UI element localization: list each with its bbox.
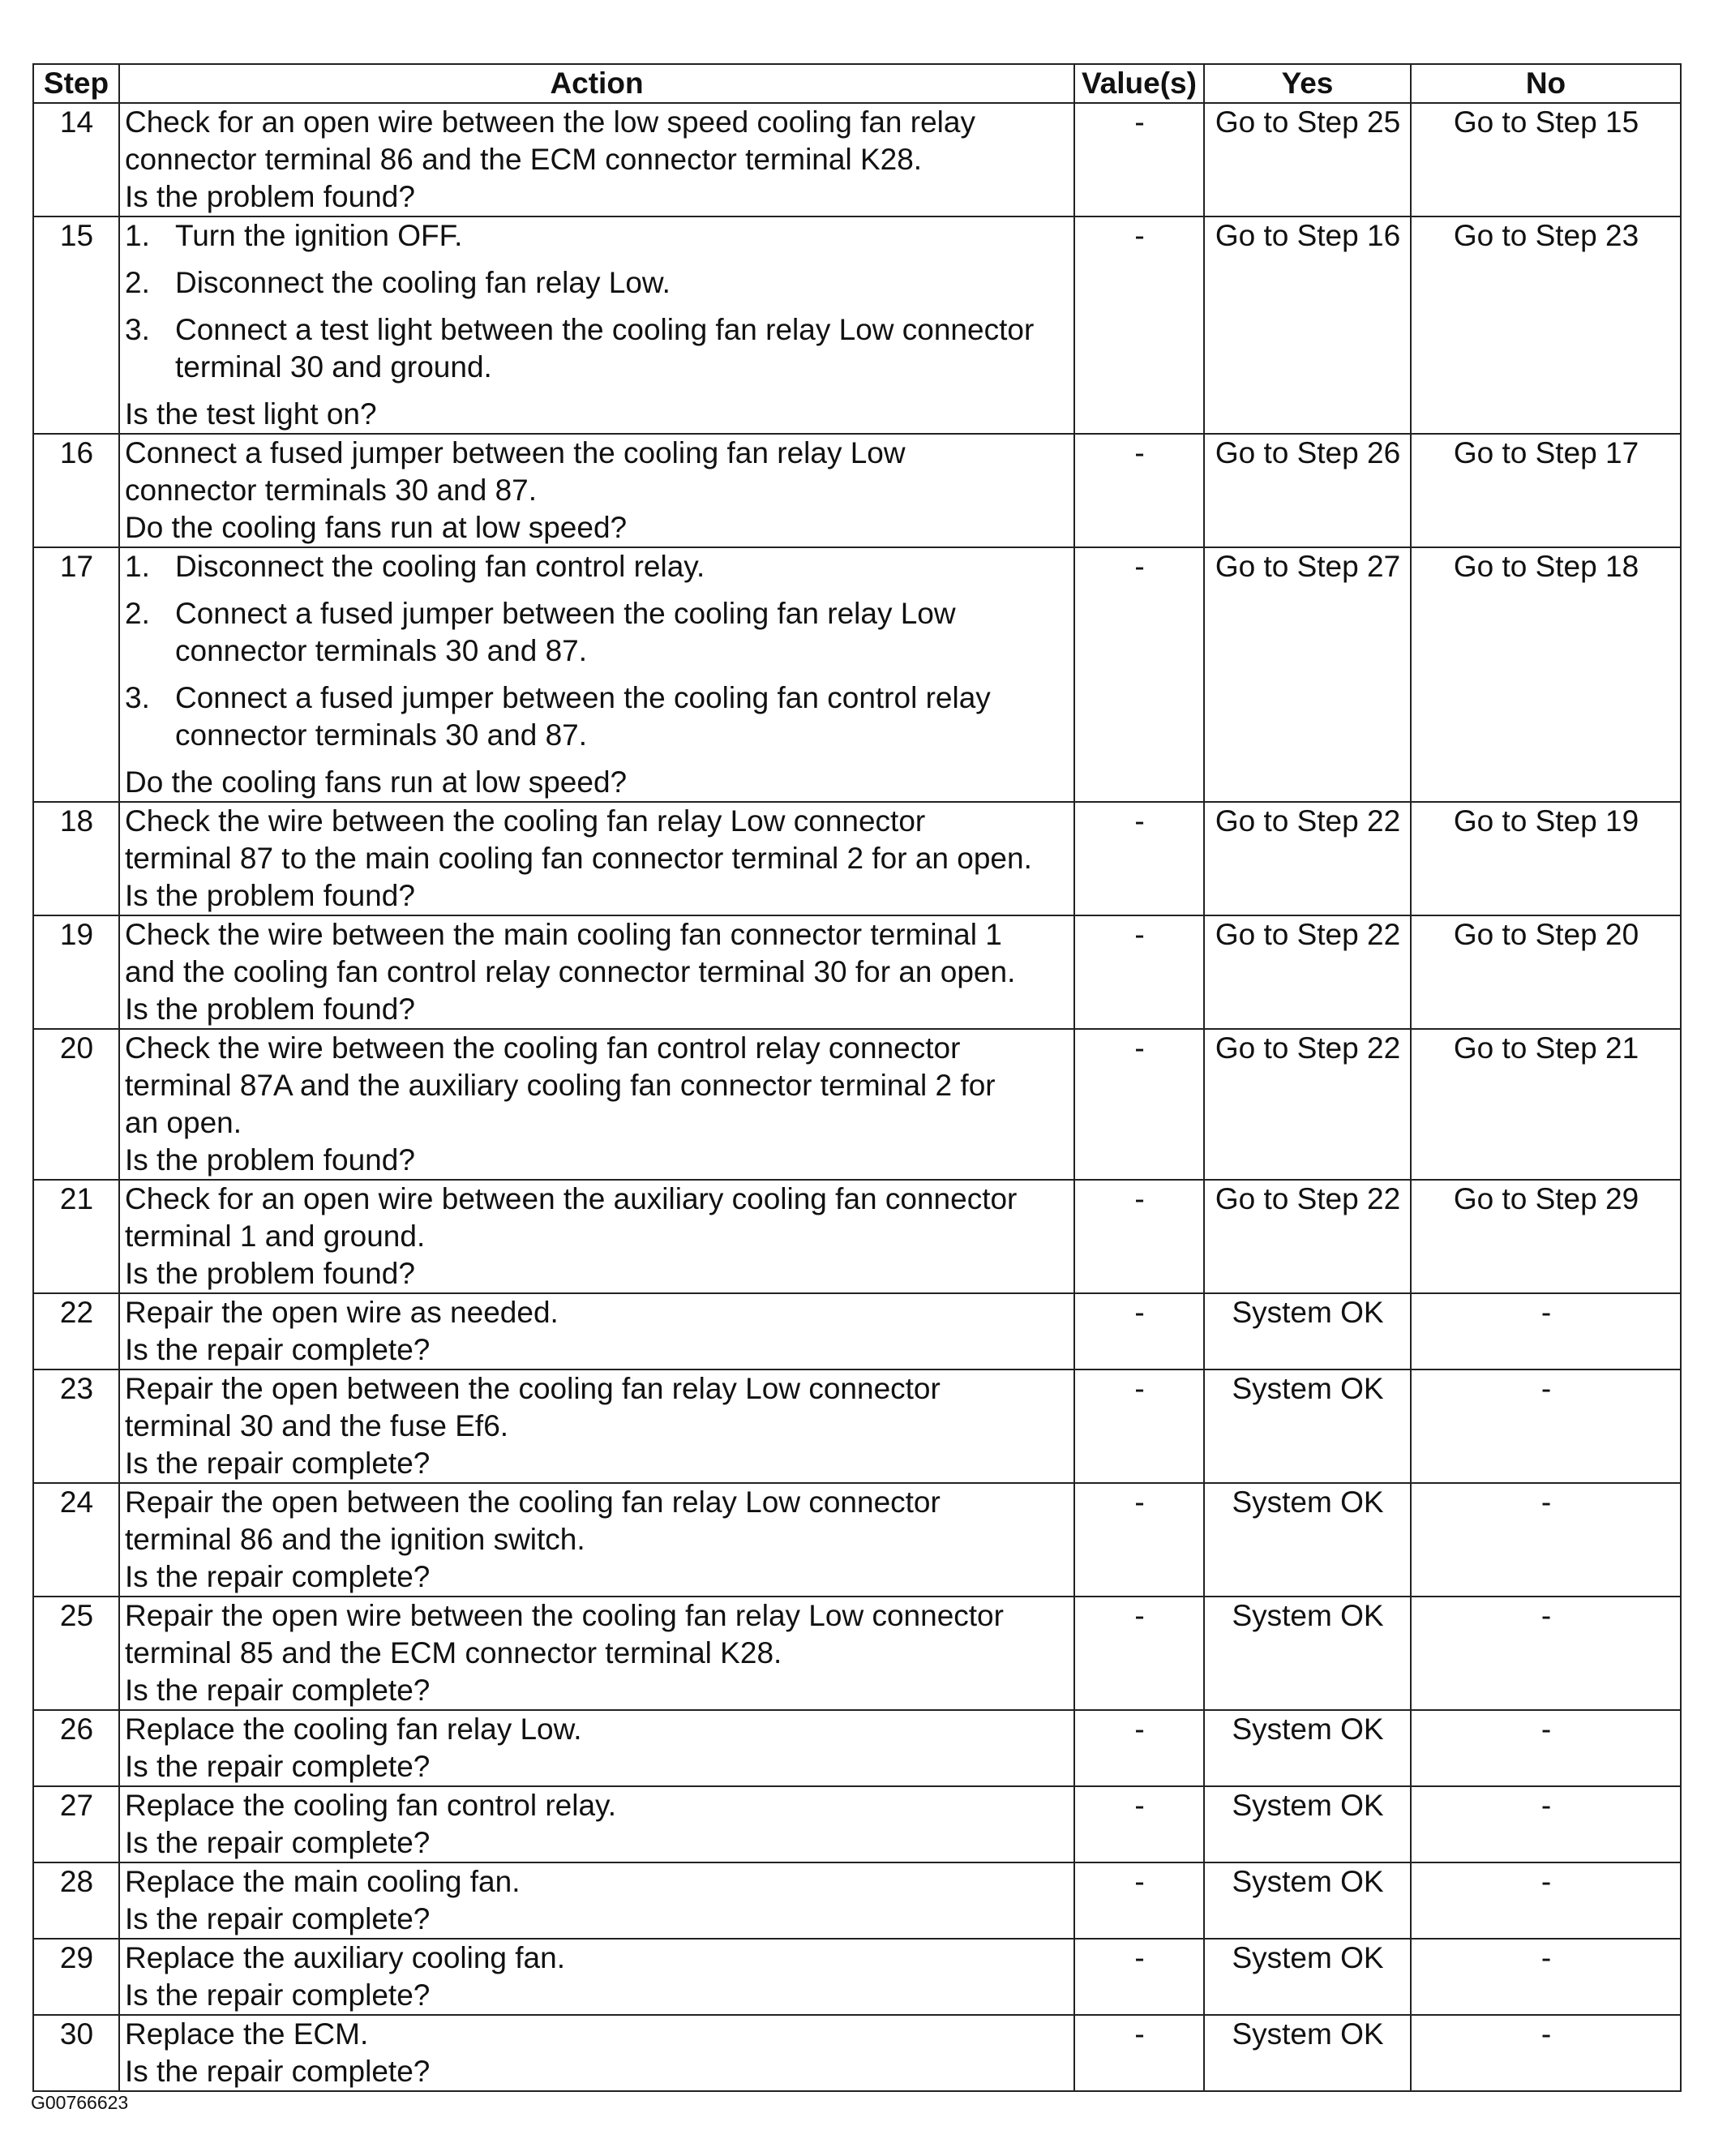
- action-question: Is the repair complete?: [125, 1333, 431, 1366]
- action-question: Do the cooling fans run at low speed?: [125, 511, 628, 544]
- step-number: 30: [33, 2015, 119, 2091]
- no-cell: -: [1411, 1597, 1681, 1710]
- no-cell: -: [1411, 1710, 1681, 1786]
- substep-line: terminal 30 and ground.: [175, 350, 492, 384]
- step-number: 19: [33, 915, 119, 1029]
- action-cell: [119, 1180, 1074, 1293]
- action-line: Replace the auxiliary cooling fan.: [125, 1941, 565, 1974]
- table-row: [33, 1862, 1681, 1939]
- action-cell: [119, 1939, 1074, 2015]
- substep-line: connector terminals 30 and 87.: [175, 634, 588, 667]
- action-line: terminal 1 and ground.: [125, 1219, 426, 1253]
- value-cell: -: [1074, 1939, 1204, 2015]
- substep-line: connector terminals 30 and 87.: [175, 718, 588, 752]
- action-question: Is the test light on?: [125, 397, 377, 431]
- action-line: connector terminal 86 and the ECM connector terminal K28.: [125, 143, 923, 176]
- no-cell: -: [1411, 1786, 1681, 1862]
- substep-line: Disconnect the cooling fan relay Low.: [175, 266, 671, 299]
- step-number: 27: [33, 1786, 119, 1862]
- action-substep: [125, 595, 1069, 670]
- substep-number: 1.: [125, 219, 150, 252]
- value-cell: -: [1074, 1369, 1204, 1483]
- no-cell: Go to Step 23: [1411, 216, 1681, 434]
- yes-cell: System OK: [1204, 1862, 1411, 1939]
- no-cell: -: [1411, 1293, 1681, 1369]
- action-cell: [119, 1029, 1074, 1180]
- substep-line: Connect a fused jumper between the cooling fan relay Low: [175, 597, 956, 630]
- value-cell: -: [1074, 1483, 1204, 1597]
- table-row: [33, 1483, 1681, 1597]
- yes-cell: Go to Step 16: [1204, 216, 1411, 434]
- yes-cell: System OK: [1204, 1597, 1411, 1710]
- substep-line: Turn the ignition OFF.: [175, 219, 463, 252]
- header-yes: Yes: [1204, 64, 1411, 103]
- substep-number: 2.: [125, 266, 150, 299]
- no-cell: -: [1411, 1483, 1681, 1597]
- table-row: [33, 1597, 1681, 1710]
- step-number: 16: [33, 434, 119, 547]
- action-cell: [119, 1293, 1074, 1369]
- table-row: [33, 1369, 1681, 1483]
- action-question: Is the problem found?: [125, 1143, 415, 1177]
- no-cell: -: [1411, 1369, 1681, 1483]
- table-row: [33, 547, 1681, 802]
- yes-cell: Go to Step 22: [1204, 915, 1411, 1029]
- action-line: Repair the open wire as needed.: [125, 1296, 559, 1329]
- action-line: Check the wire between the main cooling fan connector terminal 1: [125, 918, 1002, 951]
- yes-cell: Go to Step 22: [1204, 802, 1411, 915]
- header-action: Action: [119, 64, 1074, 103]
- header-step: Step: [33, 64, 119, 103]
- yes-cell: Go to Step 27: [1204, 547, 1411, 802]
- action-line: Replace the main cooling fan.: [125, 1865, 521, 1898]
- action-line: terminal 86 and the ignition switch.: [125, 1523, 585, 1556]
- step-number: 14: [33, 103, 119, 216]
- action-question: Is the problem found?: [125, 879, 415, 912]
- table-row: [33, 1029, 1681, 1180]
- no-cell: Go to Step 17: [1411, 434, 1681, 547]
- no-cell: Go to Step 20: [1411, 915, 1681, 1029]
- substep-line: Connect a test light between the cooling fan relay Low connector: [175, 313, 1035, 346]
- substep-text: [175, 548, 1069, 585]
- yes-cell: System OK: [1204, 2015, 1411, 2091]
- action-cell: [119, 1710, 1074, 1786]
- action-line: Repair the open between the cooling fan relay Low connector: [125, 1485, 941, 1519]
- value-cell: -: [1074, 1029, 1204, 1180]
- yes-cell: System OK: [1204, 1939, 1411, 2015]
- value-cell: -: [1074, 1180, 1204, 1293]
- value-cell: -: [1074, 915, 1204, 1029]
- no-cell: Go to Step 19: [1411, 802, 1681, 915]
- substep-number: 1.: [125, 550, 150, 583]
- action-cell: [119, 1862, 1074, 1939]
- value-cell: -: [1074, 1786, 1204, 1862]
- action-question: Is the repair complete?: [125, 1750, 431, 1783]
- step-number: 29: [33, 1939, 119, 2015]
- action-line: terminal 87 to the main cooling fan connector terminal 2 for an open.: [125, 842, 1032, 875]
- yes-cell: Go to Step 26: [1204, 434, 1411, 547]
- substep-text: [175, 264, 1069, 302]
- yes-cell: Go to Step 22: [1204, 1029, 1411, 1180]
- action-line: Replace the cooling fan relay Low.: [125, 1712, 582, 1746]
- action-line: Replace the ECM.: [125, 2017, 369, 2051]
- diagnostic-table-container: [32, 63, 1680, 2092]
- yes-cell: Go to Step 25: [1204, 103, 1411, 216]
- value-cell: -: [1074, 434, 1204, 547]
- value-cell: -: [1074, 1862, 1204, 1939]
- header-values: Value(s): [1074, 64, 1204, 103]
- figure-id: G00766623: [31, 2092, 129, 2113]
- step-number: 25: [33, 1597, 119, 1710]
- action-line: and the cooling fan control relay connector terminal 30 for an open.: [125, 955, 1016, 988]
- value-cell: -: [1074, 802, 1204, 915]
- action-question: Do the cooling fans run at low speed?: [125, 765, 628, 799]
- step-number: 21: [33, 1180, 119, 1293]
- step-number: 22: [33, 1293, 119, 1369]
- value-cell: -: [1074, 547, 1204, 802]
- action-substep: [125, 548, 1069, 585]
- action-substep: [125, 264, 1069, 302]
- action-line: Repair the open between the cooling fan relay Low connector: [125, 1372, 941, 1405]
- table-row: [33, 1180, 1681, 1293]
- table-row: [33, 2015, 1681, 2091]
- step-number: 23: [33, 1369, 119, 1483]
- table-row: [33, 1786, 1681, 1862]
- value-cell: -: [1074, 216, 1204, 434]
- diagnostic-table: [32, 63, 1682, 2092]
- action-line: terminal 30 and the fuse Ef6.: [125, 1409, 509, 1442]
- action-line: Replace the cooling fan control relay.: [125, 1789, 617, 1822]
- table-row: [33, 216, 1681, 434]
- action-cell: [119, 547, 1074, 802]
- action-line: connector terminals 30 and 87.: [125, 474, 538, 507]
- action-line: an open.: [125, 1106, 242, 1139]
- no-cell: Go to Step 21: [1411, 1029, 1681, 1180]
- action-cell: [119, 915, 1074, 1029]
- step-number: 20: [33, 1029, 119, 1180]
- yes-cell: System OK: [1204, 1369, 1411, 1483]
- action-cell: [119, 216, 1074, 434]
- action-line: Check for an open wire between the low speed cooling fan relay: [125, 105, 975, 139]
- step-number: 28: [33, 1862, 119, 1939]
- table-row: [33, 1939, 1681, 2015]
- step-number: 15: [33, 216, 119, 434]
- substep-number: 3.: [125, 313, 150, 346]
- no-cell: -: [1411, 1862, 1681, 1939]
- action-cell: [119, 2015, 1074, 2091]
- action-cell: [119, 1369, 1074, 1483]
- step-number: 24: [33, 1483, 119, 1597]
- action-question: Is the repair complete?: [125, 1447, 431, 1480]
- action-line: Connect a fused jumper between the cooling fan relay Low: [125, 436, 906, 469]
- action-line: Check for an open wire between the auxiliary cooling fan connector: [125, 1182, 1018, 1215]
- no-cell: -: [1411, 1939, 1681, 2015]
- action-substeps: [125, 548, 1069, 754]
- no-cell: Go to Step 15: [1411, 103, 1681, 216]
- no-cell: Go to Step 18: [1411, 547, 1681, 802]
- substep-text: [175, 217, 1069, 255]
- yes-cell: Go to Step 22: [1204, 1180, 1411, 1293]
- substep-text: [175, 311, 1069, 386]
- action-cell: [119, 1597, 1074, 1710]
- substep-number: 3.: [125, 681, 150, 714]
- value-cell: -: [1074, 1710, 1204, 1786]
- substep-text: [175, 595, 1069, 670]
- step-number: 18: [33, 802, 119, 915]
- action-line: terminal 87A and the auxiliary cooling fan connector terminal 2 for: [125, 1069, 996, 1102]
- action-question: Is the problem found?: [125, 992, 415, 1026]
- no-cell: Go to Step 29: [1411, 1180, 1681, 1293]
- action-cell: [119, 103, 1074, 216]
- action-question: Is the repair complete?: [125, 1560, 431, 1593]
- table-row: [33, 103, 1681, 216]
- table-header-row: [33, 64, 1681, 103]
- action-question: Is the repair complete?: [125, 1902, 431, 1935]
- action-cell: [119, 802, 1074, 915]
- action-line: Repair the open wire between the cooling fan relay Low connector: [125, 1599, 1004, 1632]
- substep-text: [175, 679, 1069, 754]
- action-question: Is the problem found?: [125, 1257, 415, 1290]
- yes-cell: System OK: [1204, 1786, 1411, 1862]
- table-row: [33, 1710, 1681, 1786]
- action-question: Is the repair complete?: [125, 1826, 431, 1859]
- yes-cell: System OK: [1204, 1710, 1411, 1786]
- table-row: [33, 915, 1681, 1029]
- action-question: Is the repair complete?: [125, 2055, 431, 2088]
- value-cell: -: [1074, 1597, 1204, 1710]
- action-cell: [119, 434, 1074, 547]
- value-cell: -: [1074, 2015, 1204, 2091]
- action-line: terminal 85 and the ECM connector terminal K28.: [125, 1636, 782, 1670]
- action-question: Is the repair complete?: [125, 1674, 431, 1707]
- action-line: Check the wire between the cooling fan control relay connector: [125, 1031, 961, 1065]
- action-cell: [119, 1483, 1074, 1597]
- header-no: No: [1411, 64, 1681, 103]
- step-number: 26: [33, 1710, 119, 1786]
- action-substep: [125, 217, 1069, 255]
- action-substep: [125, 679, 1069, 754]
- value-cell: -: [1074, 103, 1204, 216]
- table-row: [33, 802, 1681, 915]
- yes-cell: System OK: [1204, 1483, 1411, 1597]
- action-substeps: [125, 217, 1069, 386]
- substep-line: Disconnect the cooling fan control relay.: [175, 550, 705, 583]
- action-line: Check the wire between the cooling fan relay Low connector: [125, 804, 926, 838]
- substep-number: 2.: [125, 597, 150, 630]
- no-cell: -: [1411, 2015, 1681, 2091]
- value-cell: -: [1074, 1293, 1204, 1369]
- action-question: Is the problem found?: [125, 180, 415, 213]
- substep-line: Connect a fused jumper between the cooling fan control relay: [175, 681, 991, 714]
- action-cell: [119, 1786, 1074, 1862]
- table-row: [33, 1293, 1681, 1369]
- action-substep: [125, 311, 1069, 386]
- yes-cell: System OK: [1204, 1293, 1411, 1369]
- action-question: Is the repair complete?: [125, 1978, 431, 2012]
- table-row: [33, 434, 1681, 547]
- step-number: 17: [33, 547, 119, 802]
